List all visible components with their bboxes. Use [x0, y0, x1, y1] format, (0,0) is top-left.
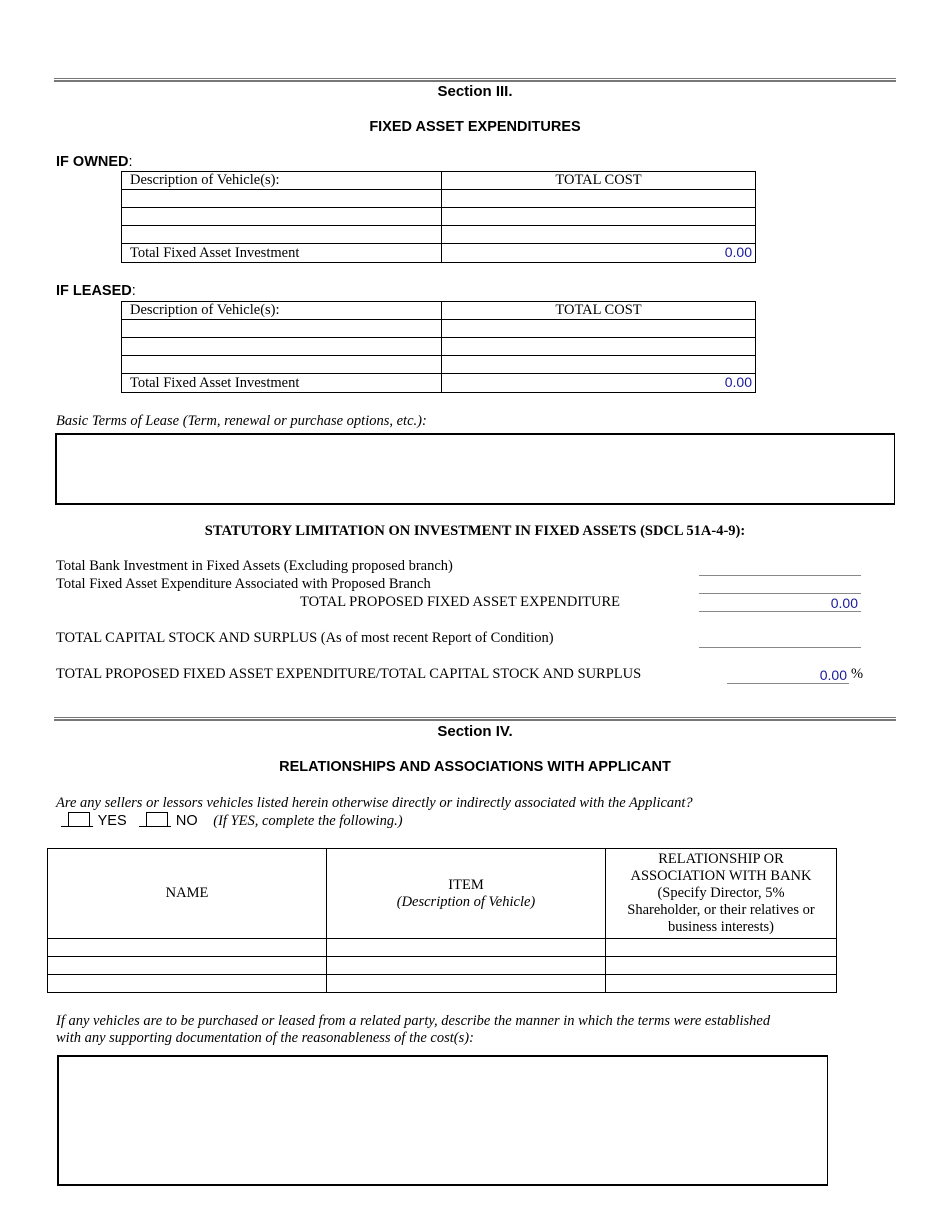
- table-row: [122, 338, 756, 356]
- description-cell[interactable]: [122, 356, 442, 374]
- statutory-title: STATUTORY LIMITATION ON INVESTMENT IN FIXED ASSETS (SDCL 51A-4-9):: [204, 523, 746, 539]
- cost-cell[interactable]: [442, 208, 756, 226]
- relationship-cell[interactable]: [606, 939, 837, 957]
- section-divider: [54, 717, 896, 721]
- name-header: NAME: [48, 849, 327, 939]
- leased-total-value: 0.00: [724, 374, 752, 390]
- total-row: [122, 244, 756, 263]
- total-cost-header: TOTAL COST: [442, 302, 756, 320]
- cost-cell[interactable]: [442, 356, 756, 374]
- owned-vehicles-table: [121, 171, 756, 263]
- lease-terms-label: Basic Terms of Lease (Term, renewal or purchase options, etc.):: [56, 413, 427, 429]
- table-row: [122, 320, 756, 338]
- ratio-label: TOTAL PROPOSED FIXED ASSET EXPENDITURE/TOTAL CAPITAL STOCK AND SURPLUS: [56, 666, 642, 682]
- cost-cell[interactable]: [442, 320, 756, 338]
- owned-total-value: 0.00: [724, 244, 752, 260]
- lease-terms-textarea[interactable]: [55, 433, 895, 505]
- relationship-cell[interactable]: [606, 957, 837, 975]
- ratio-value: 0.00: [819, 667, 847, 683]
- total-cost-header: TOTAL COST: [442, 172, 756, 190]
- description-cell[interactable]: [122, 208, 442, 226]
- total-proposed-expenditure-value: 0.00: [830, 595, 858, 611]
- leased-vehicles-table: [121, 301, 756, 393]
- capital-stock-field[interactable]: [699, 631, 861, 648]
- yes-no-row: [62, 812, 403, 830]
- table-row: [122, 226, 756, 244]
- name-cell[interactable]: [48, 939, 327, 957]
- table-header-row: [122, 172, 756, 190]
- table-row: [122, 190, 756, 208]
- relationship-cell[interactable]: [606, 975, 837, 993]
- ratio-field[interactable]: [727, 667, 849, 684]
- association-question: Are any sellers or lessors vehicles listed herein otherwise directly or indirectly associated with the Applicant?: [56, 795, 693, 811]
- relationships-table: [47, 848, 837, 993]
- table-row: [48, 939, 837, 957]
- no-label: NO: [175, 813, 198, 829]
- description-cell[interactable]: [122, 320, 442, 338]
- cost-cell[interactable]: [442, 226, 756, 244]
- item-cell[interactable]: [327, 939, 606, 957]
- section-subtitle: RELATIONSHIPS AND ASSOCIATIONS WITH APPLICANT: [279, 759, 671, 775]
- cost-cell[interactable]: [442, 190, 756, 208]
- cost-cell[interactable]: [442, 338, 756, 356]
- table-row: [48, 975, 837, 993]
- percent-sign: %: [851, 666, 864, 682]
- description-cell[interactable]: [122, 338, 442, 356]
- section-subtitle: FIXED ASSET EXPENDITURES: [369, 119, 581, 135]
- section-divider: [54, 78, 896, 82]
- description-header: Description of Vehicle(s):: [122, 302, 442, 320]
- branch-expenditure-field[interactable]: [699, 577, 861, 594]
- related-party-instructions-line-1: If any vehicles are to be purchased or leased from a related party, describe the manner in which the terms were established: [56, 1013, 771, 1029]
- total-label: Total Fixed Asset Investment: [122, 374, 442, 393]
- item-cell[interactable]: [327, 975, 606, 993]
- if-yes-note: (If YES, complete the following.): [213, 813, 403, 829]
- table-header-row: [48, 849, 837, 939]
- if-owned-heading: IF OWNED:: [56, 154, 133, 170]
- description-cell[interactable]: [122, 226, 442, 244]
- bank-investment-label: Total Bank Investment in Fixed Assets (Excluding proposed branch): [56, 558, 453, 574]
- table-row: [122, 356, 756, 374]
- capital-stock-label: TOTAL CAPITAL STOCK AND SURPLUS (As of most recent Report of Condition): [56, 630, 554, 646]
- section-title: Section III.: [437, 83, 513, 100]
- description-cell[interactable]: [122, 190, 442, 208]
- total-row: [122, 374, 756, 393]
- total-label: Total Fixed Asset Investment: [122, 244, 442, 263]
- yes-label: YES: [97, 813, 127, 829]
- total-proposed-expenditure-label: TOTAL PROPOSED FIXED ASSET EXPENDITURE: [300, 594, 621, 610]
- table-header-row: [122, 302, 756, 320]
- branch-expenditure-label: Total Fixed Asset Expenditure Associated with Proposed Branch: [56, 576, 431, 592]
- item-cell[interactable]: [327, 957, 606, 975]
- total-proposed-expenditure-field[interactable]: [699, 595, 861, 612]
- if-leased-heading: IF LEASED:: [56, 283, 136, 299]
- no-checkbox[interactable]: [146, 812, 168, 827]
- related-party-instructions-line-2: with any supporting documentation of the reasonableness of the cost(s):: [56, 1030, 474, 1046]
- section-title: Section IV.: [437, 723, 513, 740]
- item-header: ITEM (Description of Vehicle): [327, 849, 606, 939]
- table-row: [122, 208, 756, 226]
- bank-investment-field[interactable]: [699, 559, 861, 576]
- description-header: Description of Vehicle(s):: [122, 172, 442, 190]
- name-cell[interactable]: [48, 975, 327, 993]
- table-row: [48, 957, 837, 975]
- relationship-header: RELATIONSHIP OR ASSOCIATION WITH BANK (Specify Director, 5% Shareholder, or their relatives or business interests): [606, 849, 837, 939]
- yes-checkbox[interactable]: [68, 812, 90, 827]
- related-party-textarea[interactable]: [57, 1055, 828, 1186]
- name-cell[interactable]: [48, 957, 327, 975]
